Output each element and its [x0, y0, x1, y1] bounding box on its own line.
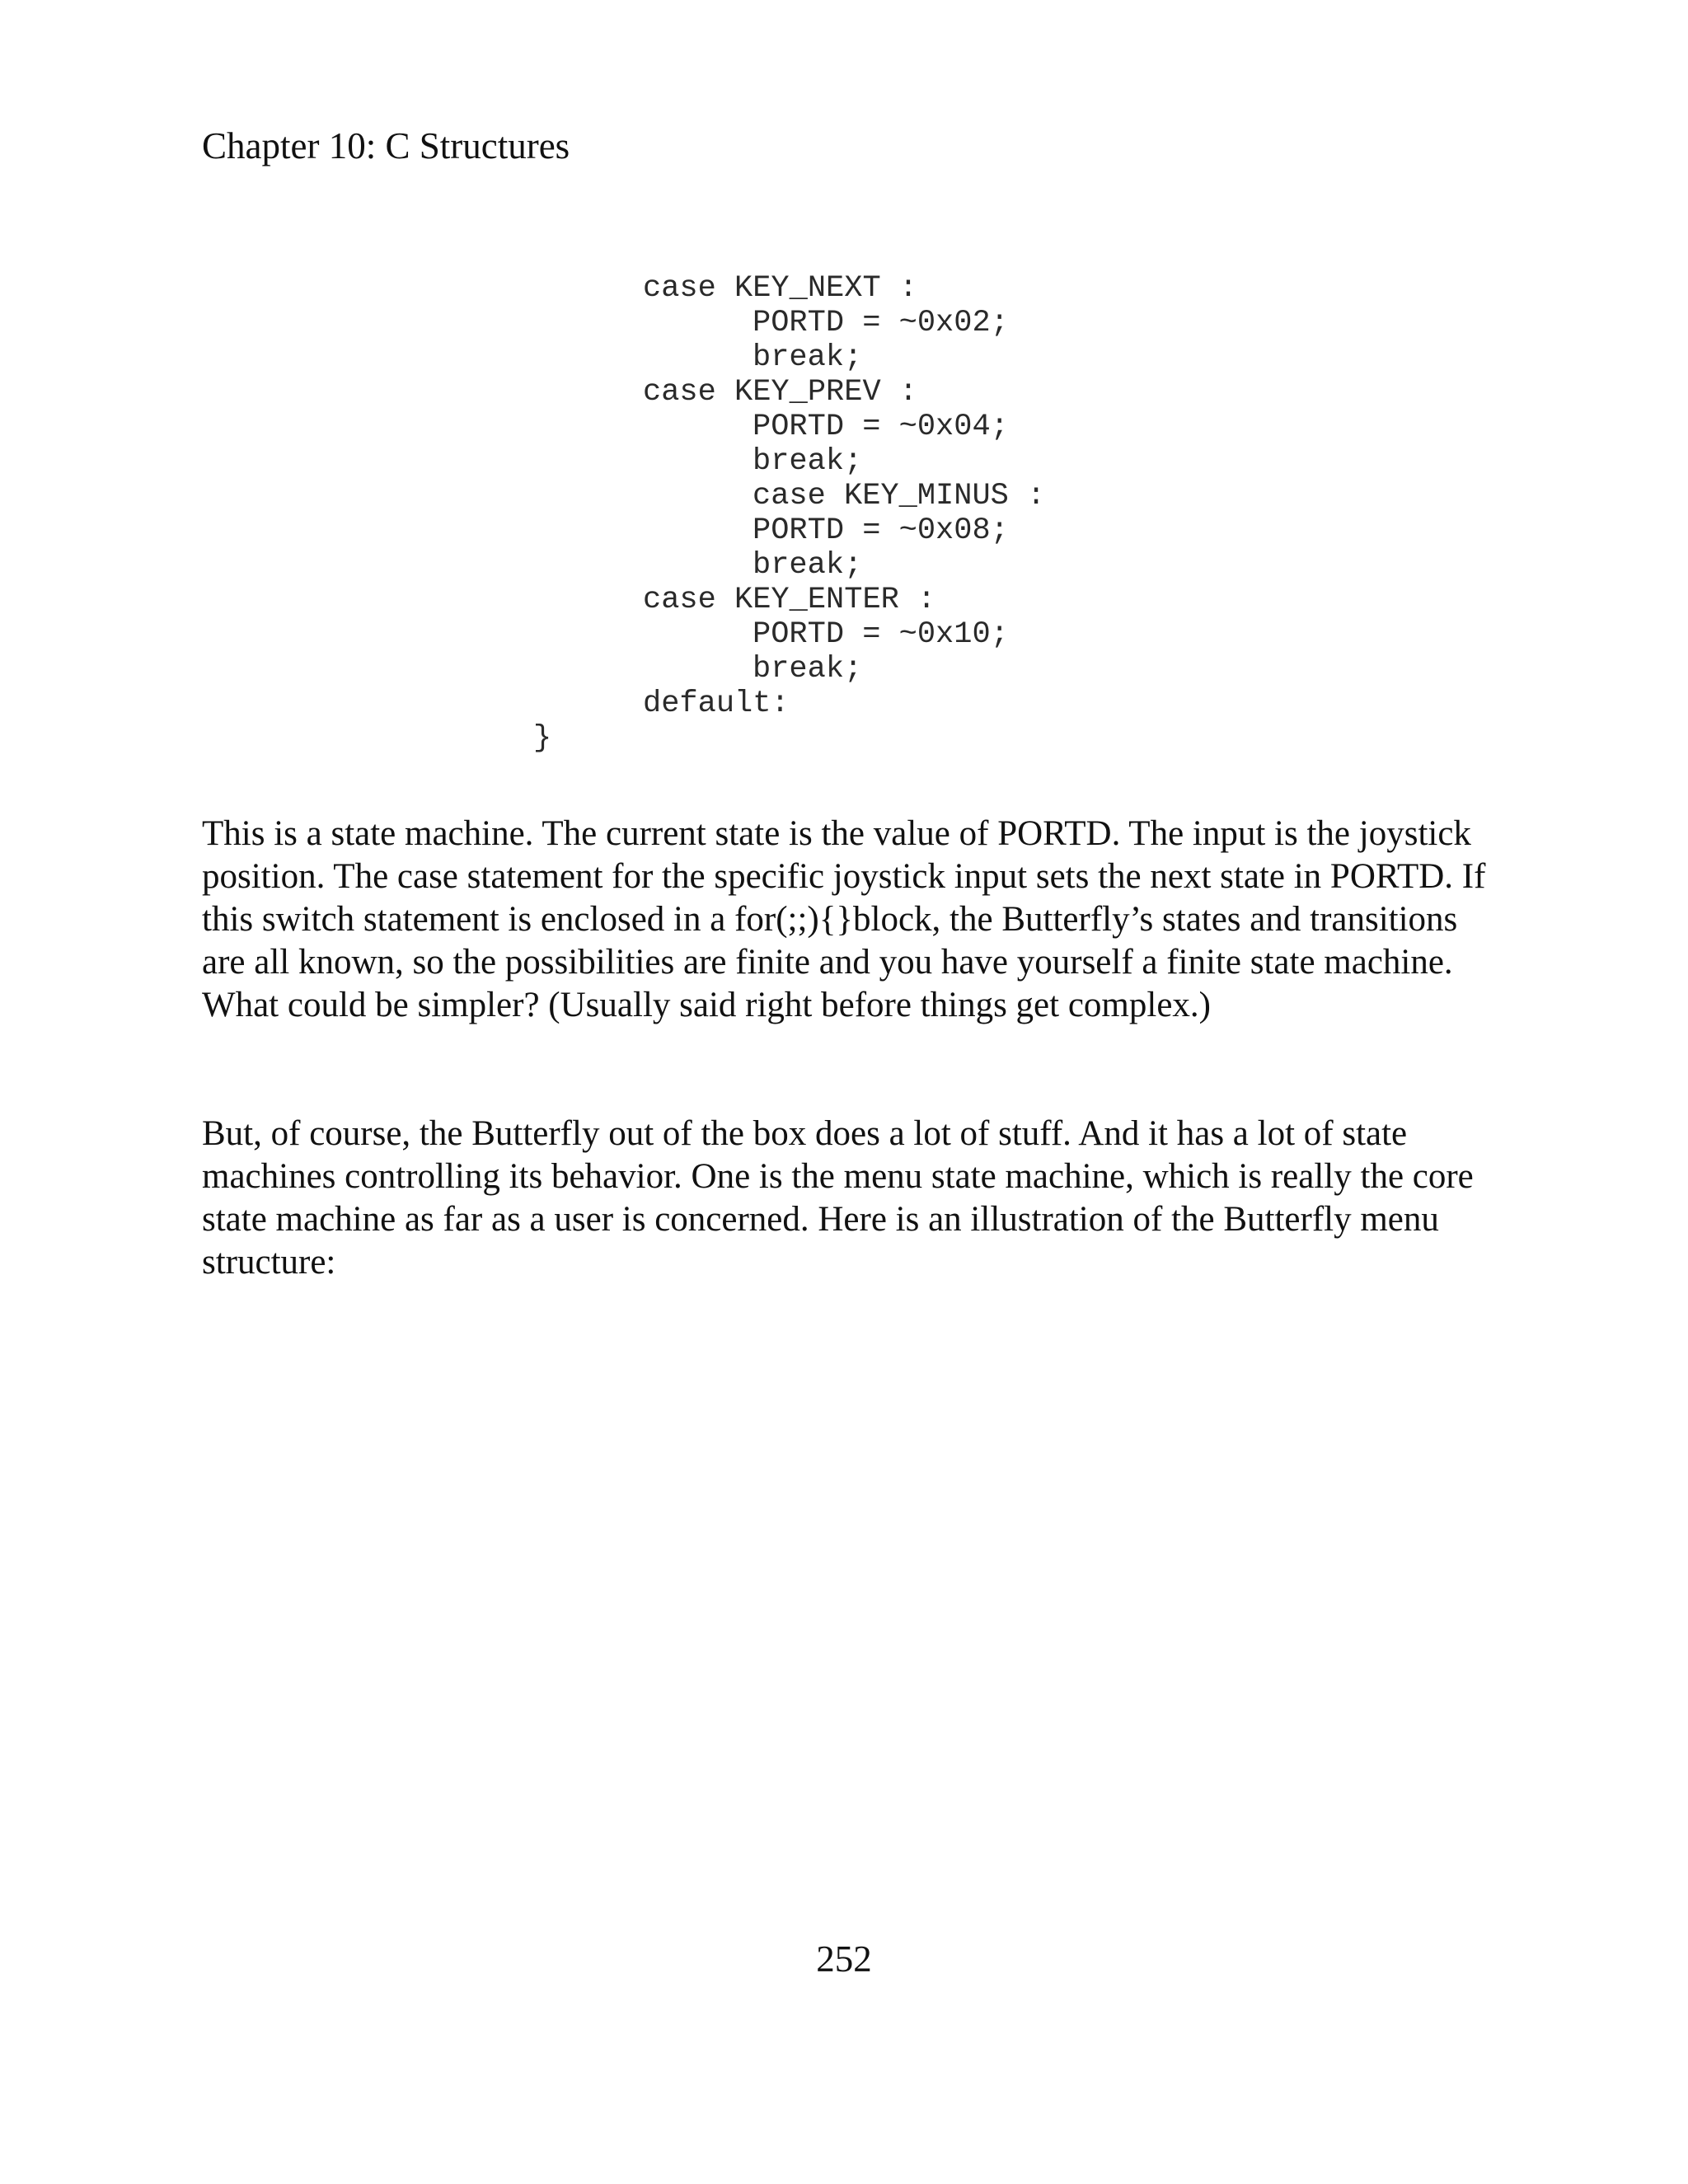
code-line: case KEY_MINUS : [753, 479, 1046, 513]
code-line: case KEY_ENTER : [643, 583, 936, 617]
code-line: PORTD = ~0x04; [753, 410, 1009, 444]
code-line: break; [753, 548, 863, 583]
code-line: PORTD = ~0x10; [753, 617, 1009, 652]
code-line: break; [753, 652, 863, 687]
code-line: default: [643, 687, 790, 721]
code-listing [0, 270, 1688, 773]
code-line: PORTD = ~0x08; [753, 513, 1009, 548]
code-line: } [533, 721, 552, 756]
code-line: PORTD = ~0x02; [753, 306, 1009, 340]
body-paragraph: This is a state machine. The current state is the value of PORTD. The input is the joystick position. The case statement for the specific joystick input sets the next state in PORTD. If this switch statement is enclosed in a for(;;){}block, the Butterfly’s states and transitions are all known, so the possibilities are finite and you have yourself a finite state machine. What could be simpler? (Usually said right before things get complex.) [202, 814, 1486, 1024]
chapter-title: Chapter 10: C Structures [202, 125, 570, 166]
page-number: 252 [816, 1938, 872, 1980]
code-line: case KEY_NEXT : [643, 271, 918, 306]
body-paragraph: But, of course, the Butterfly out of the box does a lot of stuff. And it has a lot of state machines controlling its behavior. One is the menu state machine, which is really the core state machine as far as a user is concerned. Here is an illustration of the Butterfly menu structure: [202, 1114, 1474, 1282]
code-line: break; [753, 444, 863, 479]
code-line: break; [753, 340, 863, 375]
code-line: case KEY_PREV : [643, 375, 918, 410]
